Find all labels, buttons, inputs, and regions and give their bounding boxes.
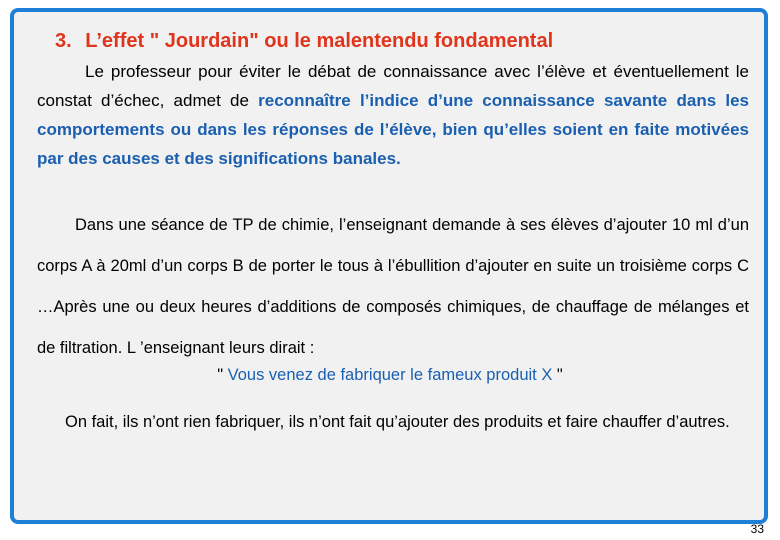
quote-open: " xyxy=(217,366,228,384)
paragraph-intro-part2: connaissance savante dans les comportements ou dans les réponses de l’élève, bien qu’elles soient en faite motivées par des causes et des significations banales. xyxy=(37,91,750,168)
paragraph-intro-part1: Le professeur pour éviter le débat de connaissance avec l’élève et éventuellement le constat d’échec, admet de xyxy=(37,62,749,110)
section-title xyxy=(55,30,553,53)
page-number: 33 xyxy=(750,522,764,536)
paragraph-conclusion-text: On fait, ils n’ont rien fabriquer, ils n’ont fait qu’ajouter des produits et faire chauffer d’autres. xyxy=(65,413,730,431)
section-title-text: L’effet " Jourdain" ou le malentendu fondamental xyxy=(85,30,554,52)
paragraph-conclusion xyxy=(37,400,749,444)
paragraph-example-text: Dans une séance de TP de chimie, l’enseignant demande à ses élèves d’ajouter 10 ml d’un corps A à 20ml d’un corps B de porter le tous à l’ébullition d’ajouter en suite un troisième corps C …Après une ou deux heures d’additions de composés chimiques, de chauffage de mélanges et de filtration. L ’enseignant leurs dirait : xyxy=(37,216,749,357)
quote-close: " xyxy=(552,366,563,384)
paragraph-intro xyxy=(37,57,749,173)
section-number: 3. xyxy=(55,30,72,52)
paragraph-example xyxy=(37,205,749,369)
quote-text: Vous venez de fabriquer le fameux produit X xyxy=(227,366,553,384)
paragraph-intro-highlight: reconnaître l’indice d’une xyxy=(258,91,474,110)
quote-line xyxy=(0,366,780,385)
